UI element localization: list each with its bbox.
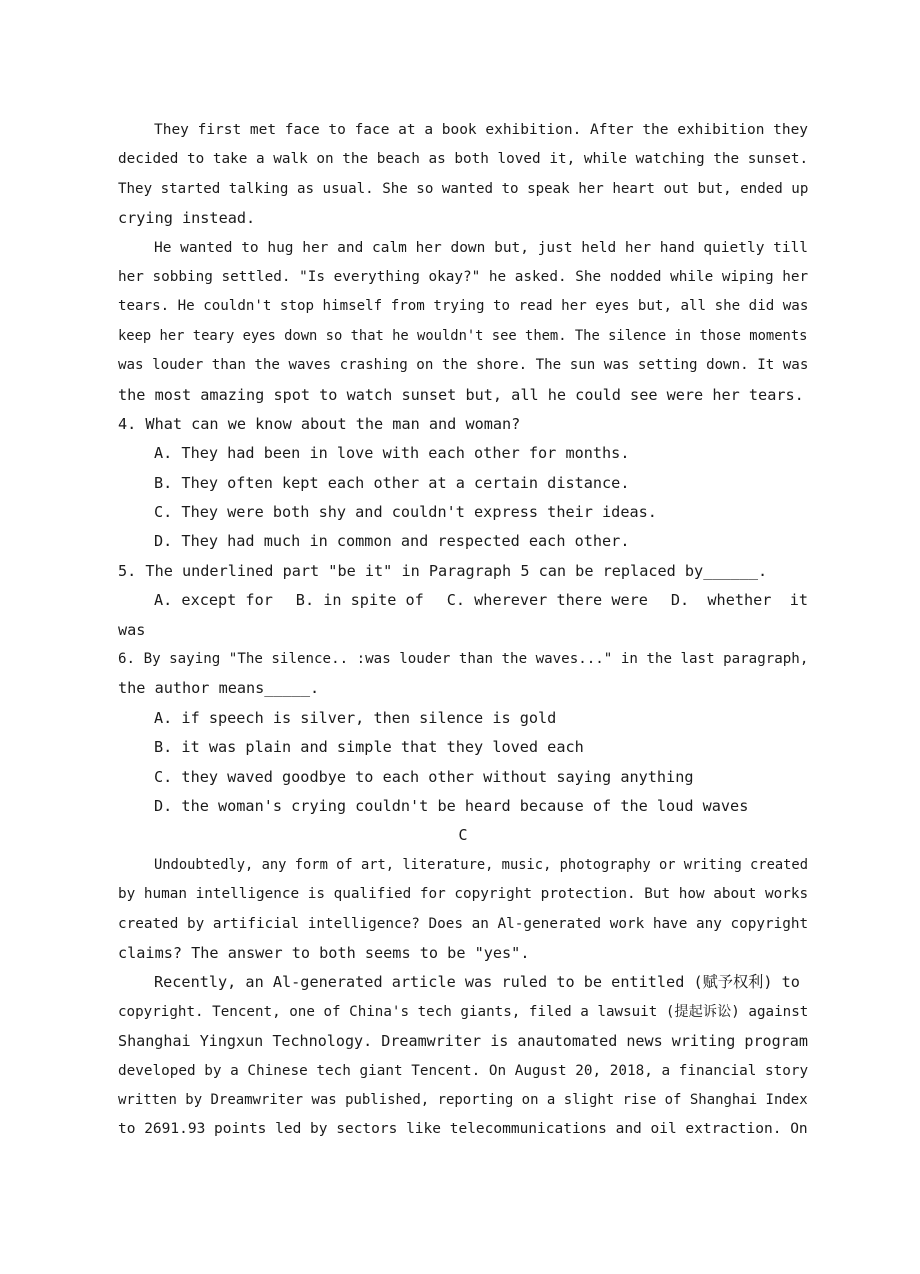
- text-line: created by artificial intelligence? Does an Al-generated work have any copyright: [118, 915, 809, 932]
- option-b: B. it was plain and simple that they loved each: [154, 738, 584, 757]
- exam-page: [118, 116, 808, 1145]
- option-c: C. wherever there were: [446, 591, 648, 610]
- option-d: D. the woman's crying couldn't be heard because of the loud waves: [154, 796, 749, 815]
- text-line: developed by a Chinese tech giant Tencent. On August 20, 2018, a financial story: [118, 1062, 809, 1079]
- option-b: B. in spite of: [295, 591, 424, 610]
- text-line: was louder than the waves crashing on the shore. The sun was setting down. It was: [118, 357, 809, 374]
- options-row: [118, 586, 808, 615]
- text-line: by human intelligence is qualified for copyright protection. But how about works: [118, 886, 809, 903]
- passage-c-paragraph-1: [118, 851, 808, 969]
- option-d: D. They had much in common and respected each other.: [154, 532, 630, 551]
- question-stem: 5. The underlined part "be it" in Paragraph 5 can be replaced by______.: [118, 561, 768, 580]
- question-stem: 6. By saying "The silence.. :was louder than the waves..." in the last paragraph,: [118, 651, 809, 668]
- text-line: written by Dreamwriter was published, reporting on a slight rise of Shanghai Index: [118, 1091, 808, 1108]
- option-a: A. if speech is silver, then silence is gold: [154, 708, 557, 727]
- question-stem: 4. What can we know about the man and woman?: [118, 414, 521, 433]
- option-d-wrap: was: [118, 620, 146, 639]
- text-line: He wanted to hug her and calm her down but, just held her hand quietly till: [154, 239, 809, 256]
- option-d: D. whether it: [670, 591, 808, 610]
- text-line: copyright. Tencent, one of China's tech giants, filed a lawsuit (提起诉讼) against: [118, 1003, 809, 1020]
- text-line: decided to take a walk on the beach as both loved it, while watching the sunset.: [118, 151, 809, 168]
- question-5: [118, 557, 808, 645]
- option-c: C. they waved goodbye to each other without saying anything: [154, 767, 694, 786]
- text-line: her sobbing settled. "Is everything okay?" he asked. She nodded while wiping her: [118, 268, 809, 285]
- question-6: [118, 645, 808, 821]
- option-a: A. They had been in love with each other for months.: [154, 444, 630, 463]
- question-4: [118, 410, 808, 557]
- text-line: They started talking as usual. She so wanted to speak her heart out but, ended up: [118, 180, 809, 197]
- option-b: B. They often kept each other at a certain distance.: [154, 473, 630, 492]
- text-line: claims? The answer to both seems to be "yes".: [118, 943, 530, 962]
- text-line: tears. He couldn't stop himself from trying to read her eyes but, all she did was: [118, 298, 809, 315]
- question-stem: the author means_____.: [118, 679, 320, 698]
- text-line: Recently, an Al-generated article was ruled to be entitled (赋予权利) to: [154, 973, 800, 992]
- text-line: the most amazing spot to watch sunset but, all he could see were her tears.: [118, 385, 804, 404]
- passage-b-paragraph-4: [118, 116, 808, 234]
- passage-b-paragraph-5: [118, 234, 808, 410]
- text-line: crying instead.: [118, 209, 256, 228]
- section-heading: C: [458, 826, 468, 845]
- passage-c-paragraph-2: [118, 968, 808, 1144]
- option-c: C. They were both shy and couldn't express their ideas.: [154, 503, 657, 522]
- text-line: Shanghai Yingxun Technology. Dreamwriter is anautomated news writing program: [118, 1032, 808, 1051]
- text-line: keep her teary eyes down so that he wouldn't see them. The silence in those moments: [118, 327, 808, 344]
- option-a: A. except for: [154, 591, 273, 610]
- text-line: to 2691.93 points led by sectors like telecommunications and oil extraction. On: [118, 1121, 808, 1138]
- text-line: They first met face to face at a book exhibition. After the exhibition they: [154, 122, 809, 138]
- text-line: Undoubtedly, any form of art, literature, music, photography or writing created: [154, 856, 808, 873]
